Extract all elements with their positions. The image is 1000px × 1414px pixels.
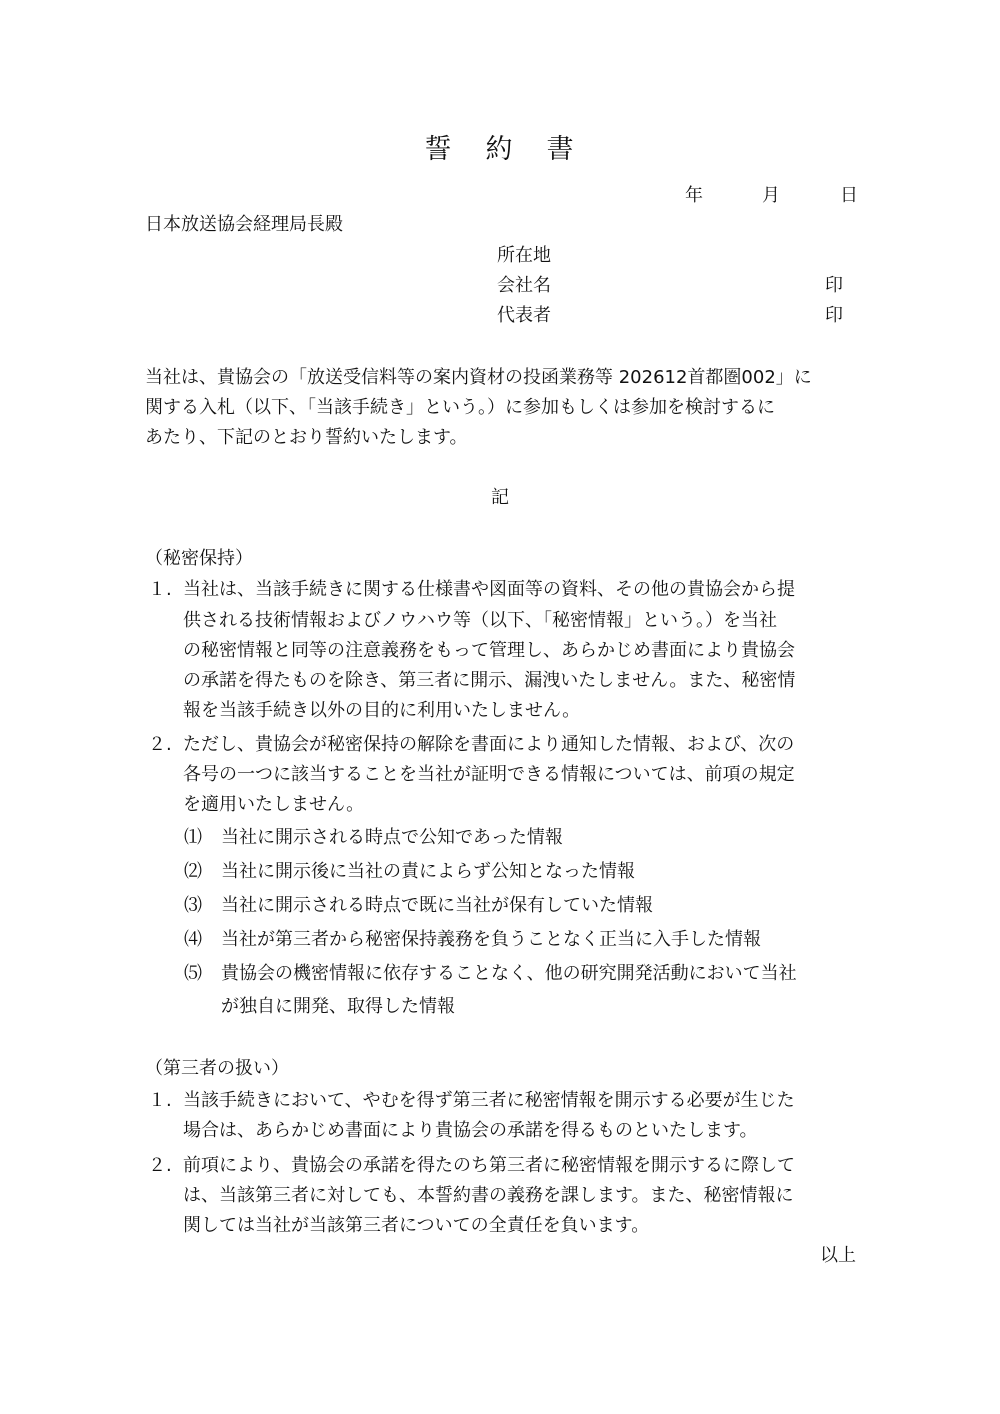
subitem-line: 当社に開示される時点で公知であった情報 — [221, 827, 563, 848]
intro-line: あたり、下記のとおり誓約いたします。 — [145, 427, 468, 448]
subitem-number: ⑵ — [184, 861, 202, 882]
document-title — [0, 136, 1000, 163]
item-line: は、当該第三者に対しても、本誓約書の義務を課します。また、秘密情報に — [183, 1185, 794, 1206]
date-year: 年 — [685, 185, 703, 206]
item-line: 供される技術情報およびノウハウ等（以下、「秘密情報」という。）を当社 — [183, 610, 777, 631]
item-number: ２. — [148, 734, 172, 755]
title-char: 約 — [485, 134, 515, 165]
item-line: 各号の一つに該当することを当社が証明できる情報については、前項の規定 — [183, 764, 795, 785]
item-number: ２. — [148, 1155, 172, 1176]
item-number: １. — [148, 579, 172, 600]
representative-label: 代表者 — [497, 305, 551, 326]
date-month: 月 — [762, 185, 780, 206]
company-seal: 印 — [825, 275, 843, 296]
item-number: １. — [148, 1090, 172, 1111]
intro-line: 当社は、貴協会の「放送受信料等の案内資材の投函業務等 202612首都圏002」に — [145, 367, 812, 388]
item-line: 報を当該手続き以外の目的に利用いたしません。 — [183, 700, 581, 721]
title-char: 書 — [546, 134, 576, 165]
subitem-line: 貴協会の機密情報に依存することなく、他の研究開発活動において当社 — [221, 963, 797, 984]
addressee: 日本放送協会経理局長殿 — [145, 214, 343, 235]
item-line: の秘密情報と同等の注意義務をもって管理し、あらかじめ書面により貴協会 — [183, 640, 795, 661]
item-line: 当社は、当該手続きに関する仕様書や図面等の資料、その他の貴協会から提 — [183, 579, 795, 600]
item-line: 場合は、あらかじめ書面により貴協会の承諾を得るものといたします。 — [183, 1120, 758, 1141]
item-line: ただし、貴協会が秘密保持の解除を書面により通知した情報、および、次の — [183, 734, 795, 755]
subitem-number: ⑸ — [184, 963, 202, 984]
subitem-line: 当社が第三者から秘密保持義務を負うことなく正当に入手した情報 — [221, 929, 761, 950]
item-line: 当該手続きにおいて、やむを得ず第三者に秘密情報を開示する必要が生じた — [183, 1090, 795, 1111]
item-line: 関しては当社が当該第三者についての全責任を負います。 — [183, 1215, 650, 1236]
item-line: の承諾を得たものを除き、第三者に開示、漏洩いたしません。また、秘密情 — [183, 670, 796, 691]
subitem-number: ⑴ — [184, 827, 202, 848]
item-line: を適用いたしません。 — [183, 794, 365, 815]
subitem-line: 当社に開示される時点で既に当社が保有していた情報 — [221, 895, 653, 916]
representative-seal: 印 — [825, 305, 843, 326]
section-heading-third-party: （第三者の扱い） — [145, 1058, 289, 1079]
intro-line: 関する入札（以下、「当該手続き」という。）に参加もしくは参加を検討するに — [145, 397, 775, 418]
subitem-number: ⑶ — [184, 895, 202, 916]
subitem-line: が独自に開発、取得した情報 — [221, 996, 455, 1017]
title-char: 誓 — [424, 134, 454, 165]
ki-heading: 記 — [491, 487, 509, 508]
subitem-number: ⑷ — [184, 929, 202, 950]
company-label: 会社名 — [497, 275, 551, 296]
section-heading-confidentiality: （秘密保持） — [145, 548, 253, 569]
subitem-line: 当社に開示後に当社の責によらず公知となった情報 — [221, 861, 635, 882]
address-label: 所在地 — [497, 245, 551, 266]
date-day: 日 — [840, 185, 858, 206]
item-line: 前項により、貴協会の承諾を得たのち第三者に秘密情報を開示するに際して — [183, 1155, 795, 1176]
closing-mark: 以上 — [820, 1245, 856, 1266]
